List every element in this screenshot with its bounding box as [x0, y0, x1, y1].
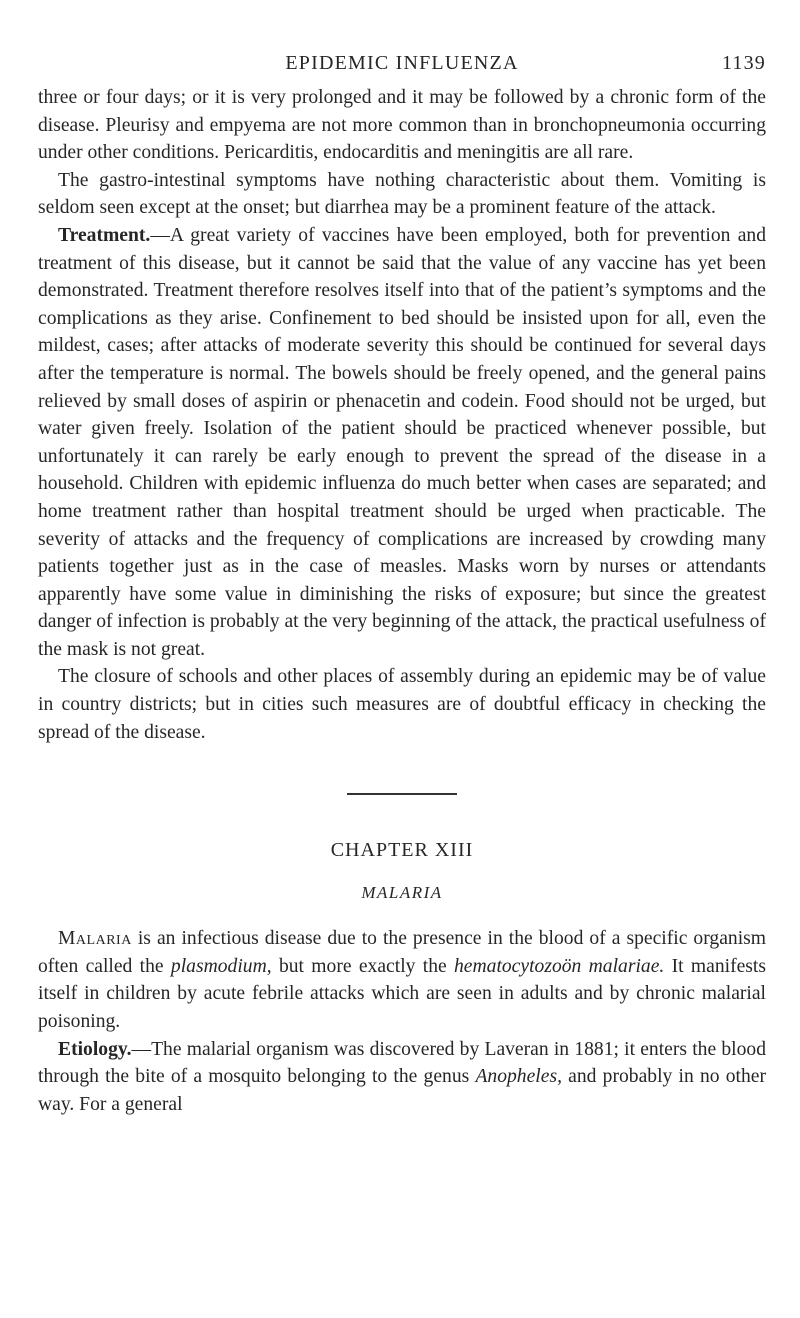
running-header — [38, 44, 766, 84]
etiology-heading: Etiology. — [58, 1038, 132, 1060]
paragraph-etiology: Etiology.—The malarial organism was discovered by Laveran in 1881; it enters the blood through the bite of a mosquito belonging to the genus Anopheles, and probably in no other way. For a general — [38, 1038, 766, 1115]
paragraph-complications: three or four days; or it is very prolonged and it may be followed by a chronic form of the disease. Pleurisy and empyema are not more common than in bronchopneumonia occurring under other conditions. Pericarditis, endocarditis and meningitis are all rare. — [38, 87, 766, 164]
running-title: EPIDEMIC INFLUENZA — [285, 52, 519, 74]
chapter-title: CHAPTER XIII — [330, 839, 474, 862]
page-number: 1139 — [721, 52, 766, 74]
paragraph-school-closure: The closure of schools and other places of assembly during an epidemic may be of value in country districts; but in cities such measures are of doubtful efficacy in checking the spread of the disease. — [38, 666, 766, 743]
malaria-lead-word: Malaria — [58, 928, 132, 950]
chapter-subtitle: MALARIA — [361, 883, 443, 903]
influenza-section — [38, 84, 766, 746]
section-divider — [347, 793, 457, 795]
book-page — [38, 44, 766, 1118]
paragraph-treatment: Treatment.—A great variety of vaccines have been employed, both for prevention and treatment of this disease, but it cannot be said that the value of any vaccine has yet been demonstrated. Treatment therefore resolves itself into that of the patient’s symptoms and the complications as they arise. Confinement to bed should be insisted upon for all, even the mildest, cases; after attacks of moderate severity this should be continued for several days after the temperature is normal. The bowels should be freely opened, and the general pains relieved by small doses of aspirin or phenacetin and codein. Food should not be urged, but water given freely. Isolation of the patient should be practiced whenever possible, but unfortunately it can rarely be early enough to prevent the spread of the disease in a household. Children with epidemic influenza do much better when cases are separated; and home treatment rather than hospital treatment should be urged when practicable. The severity of attacks and the frequency of complications are increased by crowding many patients together just as in the case of measles. Masks worn by nurses or attendants apparently have some value in diminishing the risks of exposure; but since the greatest danger of infection is probably at the very beginning of the attack, the practical usefulness of the mask is not great. — [38, 224, 766, 660]
treatment-heading: Treatment. — [58, 224, 151, 246]
paragraph-gastro-intestinal: The gastro-intestinal symptoms have nothing characteristic about them. Vomiting is seldom seen except at the onset; but diarrhea may be a prominent feature of the attack. — [38, 169, 766, 219]
malaria-section — [38, 925, 766, 1118]
paragraph-malaria-definition: Malaria is an infectious disease due to the presence in the blood of a specific organism often called the plasmodium, but more exactly the hematocytozoön malariae. It manifests itself in children by acute febrile attacks which are seen in adults and by chronic malarial poisoning. — [38, 928, 766, 1033]
